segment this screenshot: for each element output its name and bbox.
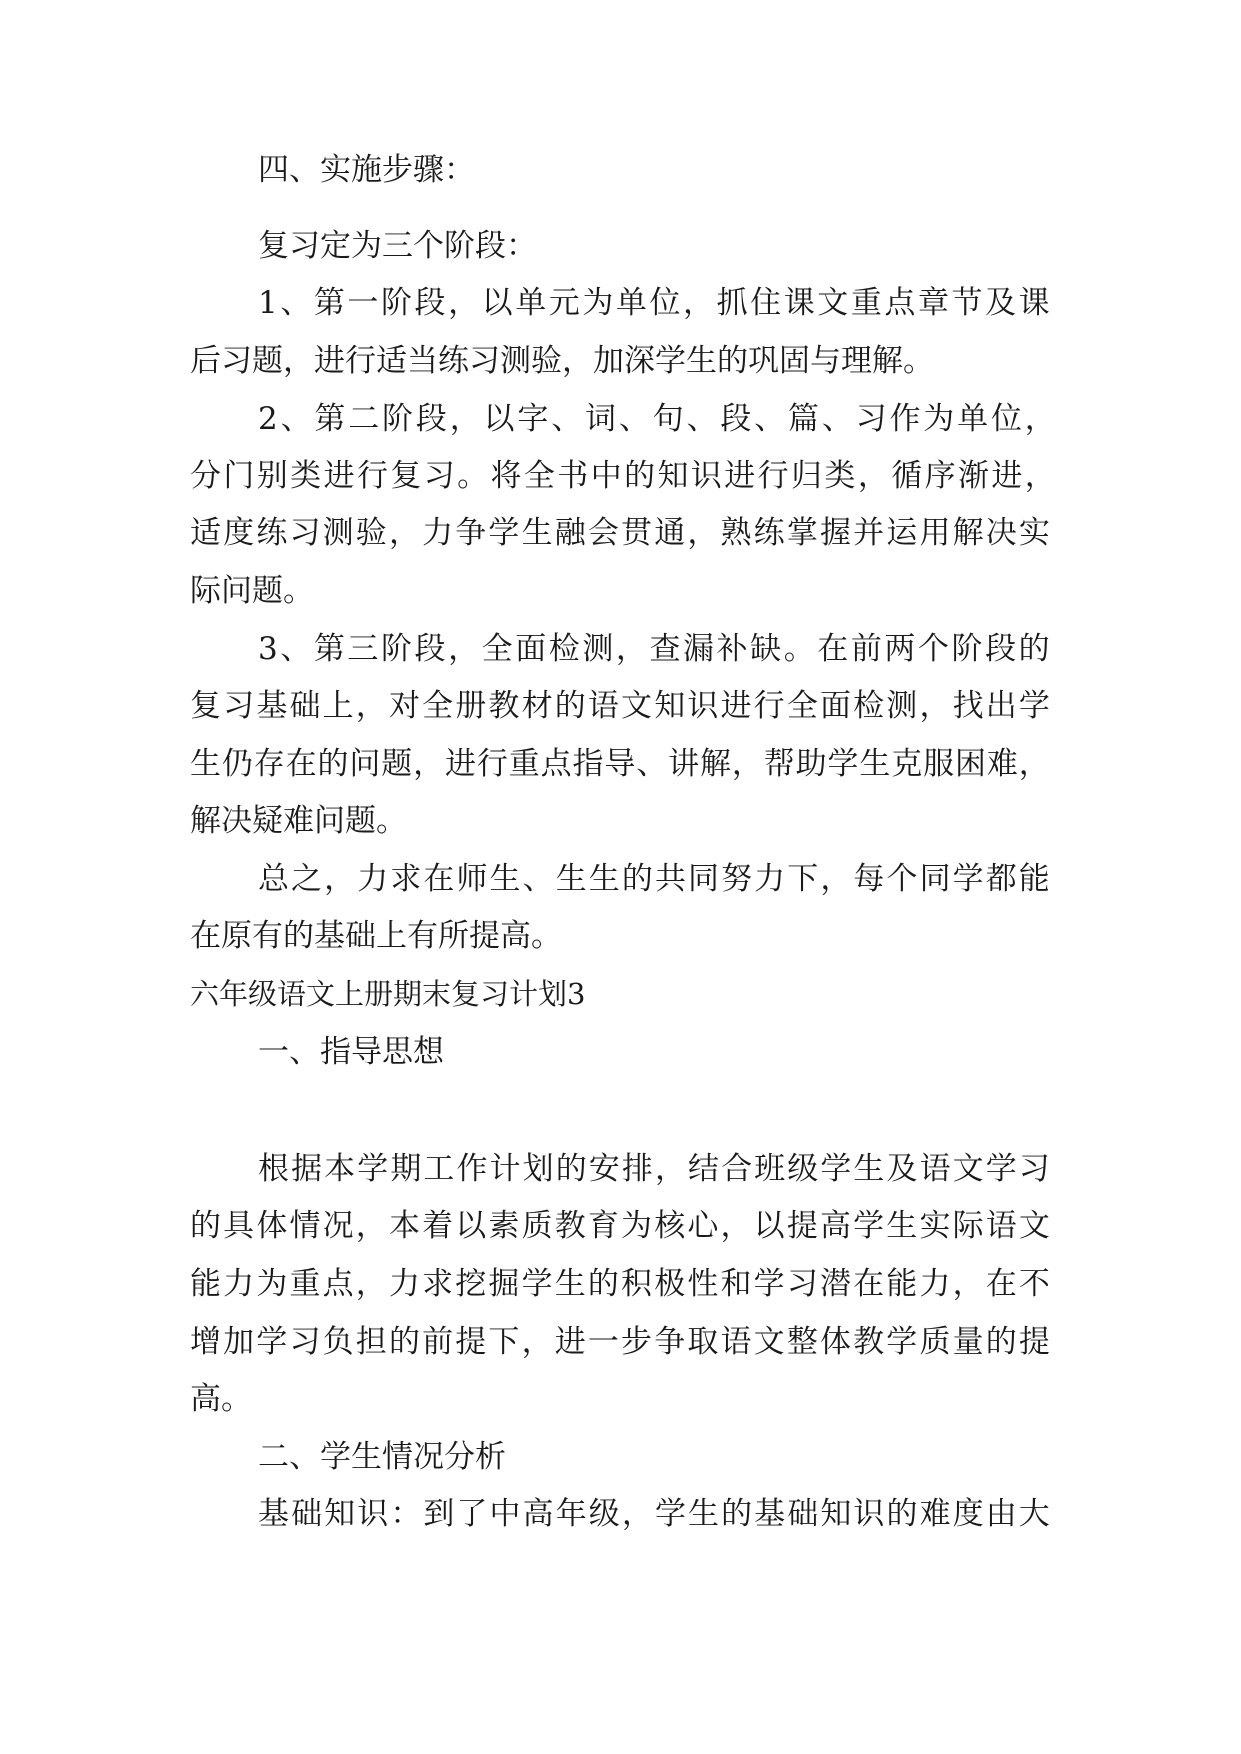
heading-student-analysis: 二、学生情况分析 xyxy=(258,1439,506,1475)
paragraph-line: 分 门 别 类 进 行 复 习 。 将 全 书 中 的 知 识 进 行 归 类 ， 循 序 渐 进 ， xyxy=(190,458,1056,494)
paragraph-line: 1 、 第 一 阶 段 ， 以 单 元 为 单 位 ， 抓 住 课 文 重 点 章 节 及 课 xyxy=(258,285,1050,321)
paragraph-line: 复 习 基 础 上 ， 对 全 册 教 材 的 语 文 知 识 进 行 全 面 检 测 ， 找 出 学 xyxy=(190,688,1050,724)
paragraph-line: 生 仍 存 在 的 问 题 ， 进 行 重 点 指 导 、 讲 解 ， 帮 助 学 生 克 服 困 难 ， xyxy=(190,746,1050,782)
paragraph-line: 解决疑难问题。 xyxy=(190,803,407,839)
paragraph-line: 际问题。 xyxy=(190,573,314,609)
section-title: 六年级语文上册期末复习计划3 xyxy=(190,977,586,1011)
paragraph-line: 后习题，进行适当练习测验，加深学生的巩固与理解。 xyxy=(190,343,934,379)
paragraph-line: 适 度 练 习 测 验 ， 力 争 学 生 融 会 贯 通 ， 熟 练 掌 握 并 运 用 解 决 实 xyxy=(190,515,1050,551)
paragraph-line: 总 之 ， 力 求 在 师 生 、 生 生 的 共 同 努 力 下 ， 每 个 同 学 都 能 xyxy=(258,861,1050,897)
paragraph-line: 复习定为三个阶段： xyxy=(258,228,537,264)
paragraph-line: 在原有的基础上有所提高。 xyxy=(190,918,562,954)
paragraph-line: 增 加 学 习 负 担 的 前 提 下 ， 进 一 步 争 取 语 文 整 体 教 学 质 量 的 提 xyxy=(190,1324,1050,1360)
paragraph-line: 基 础 知 识 ： 到 了 中 高 年 级 ， 学 生 的 基 础 知 识 的 难 度 由 大 xyxy=(258,1496,1050,1532)
paragraph-line: 2 、 第 二 阶 段 ， 以 字 、 词 、 句 、 段 、 篇 、 习 作 为 单 位 ， xyxy=(258,401,1056,437)
paragraph-line: 的 具 体 情 况 ， 本 着 以 素 质 教 育 为 核 心 ， 以 提 高 学 生 实 际 语 文 xyxy=(190,1208,1050,1244)
heading-implementation-steps: 四、实施步骤： xyxy=(258,152,475,188)
paragraph-line: 高。 xyxy=(190,1381,252,1417)
paragraph-line: 3 、 第 三 阶 段 ， 全 面 检 测 ， 查 漏 补 缺 。 在 前 两 个 阶 段 的 xyxy=(258,631,1050,667)
paragraph-line: 根 据 本 学 期 工 作 计 划 的 安 排 ， 结 合 班 级 学 生 及 语 文 学 习 xyxy=(258,1151,1050,1187)
heading-guiding-ideology: 一、指导思想 xyxy=(258,1034,444,1070)
paragraph-line: 能 力 为 重 点 ， 力 求 挖 掘 学 生 的 积 极 性 和 学 习 潜 在 能 力 ， 在 不 xyxy=(190,1266,1050,1302)
